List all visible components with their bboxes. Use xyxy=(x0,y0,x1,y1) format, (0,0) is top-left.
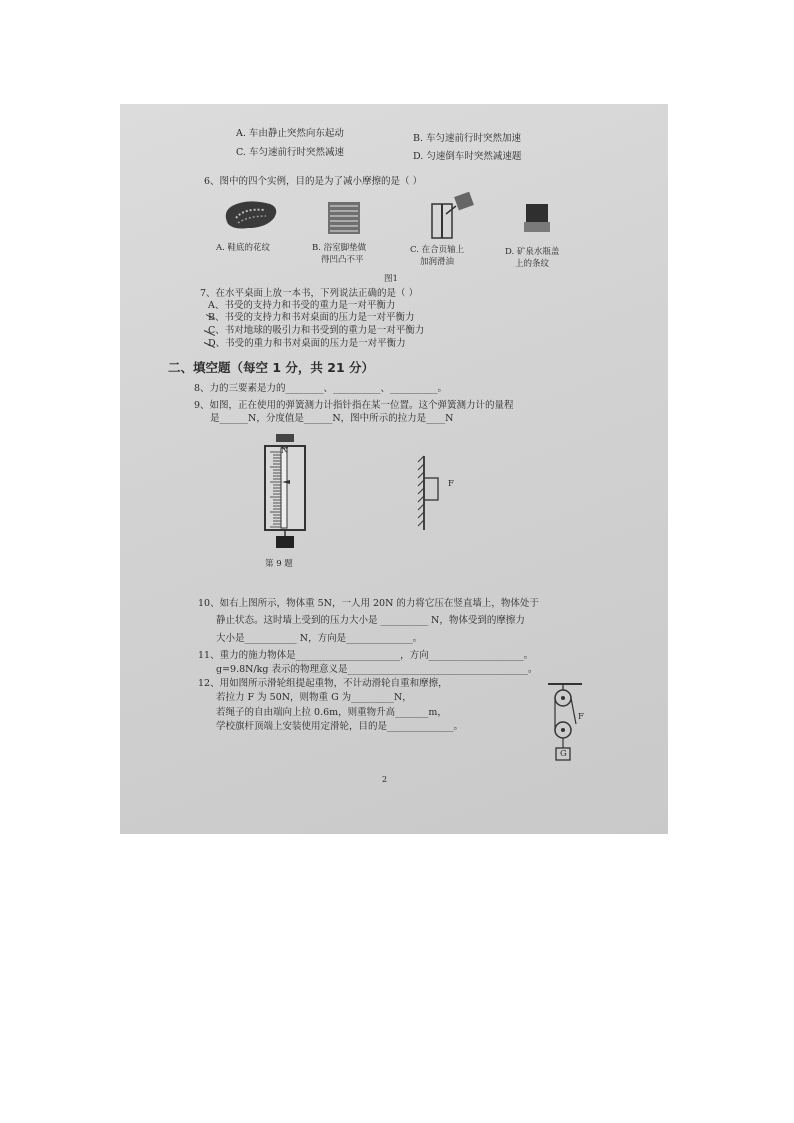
scale-unit-label: N xyxy=(281,446,289,456)
q12-line-1: 12、用如图所示滑轮组提起重物，不计动滑轮自重和摩擦， xyxy=(198,678,448,689)
photographed-exam-page xyxy=(120,104,668,834)
q12-line-2: 若拉力 F 为 50N，则物重 G 为_________N， xyxy=(216,692,412,703)
q9-line-2: 是______N，分度值是______N，图中所示的拉力是____N xyxy=(210,413,454,424)
q9-figure-caption: 第 9 题 xyxy=(265,559,293,569)
wall-block-diagram xyxy=(416,452,456,532)
q9-line-1: 9、如图，正在使用的弹簧测力计指针指在某一位置。这个弹簧测力计的量程 xyxy=(194,400,514,411)
q12-line-3: 若绳子的自由端向上拉 0.6m，则重物升高_______m， xyxy=(216,707,447,718)
q6-label-d2: 上的条纹 xyxy=(515,259,550,269)
q10-line-1: 10、如右上图所示，物体重 5N，一人用 20N 的力将它压在竖直墙上，物体处于 xyxy=(198,598,539,609)
q5-option-d: D. 匀速倒车时突然减速题 xyxy=(413,151,522,162)
hinge-oil-icon xyxy=(426,192,480,240)
q7-stem: 7、在水平桌面上放一本书，下列说法正确的是（ ） xyxy=(200,288,419,299)
q7-option-b: B、书受的支持力和书对桌面的压力是一对平衡力 xyxy=(208,312,415,323)
section-2-heading: 二、填空题（每空 1 分，共 21 分） xyxy=(168,360,375,375)
q10-line-2: 静止状态。这时墙上受到的压力大小是 __________ N，物体受到的摩擦力 xyxy=(216,615,525,626)
q5-option-c: C. 车匀速前行时突然减速 xyxy=(236,147,344,158)
pulley-g-label: G xyxy=(560,749,567,759)
q5-option-a: A. 车由静止突然向东起动 xyxy=(236,128,344,139)
bottle-cap-icon xyxy=(522,202,552,236)
q11-line-1: 11、重力的施力物体是______________________，方向____________________。 xyxy=(198,650,534,661)
q6-stem: 6、图中的四个实例，目的是为了减小摩擦的是（ ） xyxy=(204,176,423,187)
q12-line-4: 学校旗杆顶端上安装使用定滑轮，目的是______________。 xyxy=(216,721,464,732)
q10-line-3: 大小是___________ N，方向是______________。 xyxy=(216,633,423,644)
q6-label-b1: B. 浴室脚垫做 xyxy=(312,243,367,253)
q6-label-c1: C. 在合页轴上 xyxy=(410,245,465,255)
q6-label-b2: 得凹凸不平 xyxy=(321,255,364,265)
shoe-sole-icon xyxy=(218,196,282,232)
q11-line-2: g=9.8N/kg 表示的物理意义是______________________________________。 xyxy=(216,664,538,675)
q6-label-a1: A. 鞋底的花纹 xyxy=(216,243,271,253)
force-f-label: F xyxy=(448,479,454,489)
q8-text: 8、力的三要素是力的________、__________、__________。 xyxy=(194,383,448,394)
q5-option-b: B. 车匀速前行时突然加速 xyxy=(413,133,522,144)
q7-option-d: D、书受的重力和书对桌面的压力是一对平衡力 xyxy=(208,338,406,349)
bath-mat-icon xyxy=(326,200,362,236)
pulley-f-label: F xyxy=(578,712,584,722)
q6-label-c2: 加润滑油 xyxy=(420,257,455,267)
figure-1-caption: 图1 xyxy=(384,274,398,284)
page-number: 2 xyxy=(382,775,388,784)
q7-option-a: A、书受的支持力和书受的重力是一对平衡力 xyxy=(208,300,396,311)
q7-option-c: C、书对地球的吸引力和书受到的重力是一对平衡力 xyxy=(208,325,425,336)
q6-label-d1: D. 矿泉水瓶盖 xyxy=(505,247,560,257)
